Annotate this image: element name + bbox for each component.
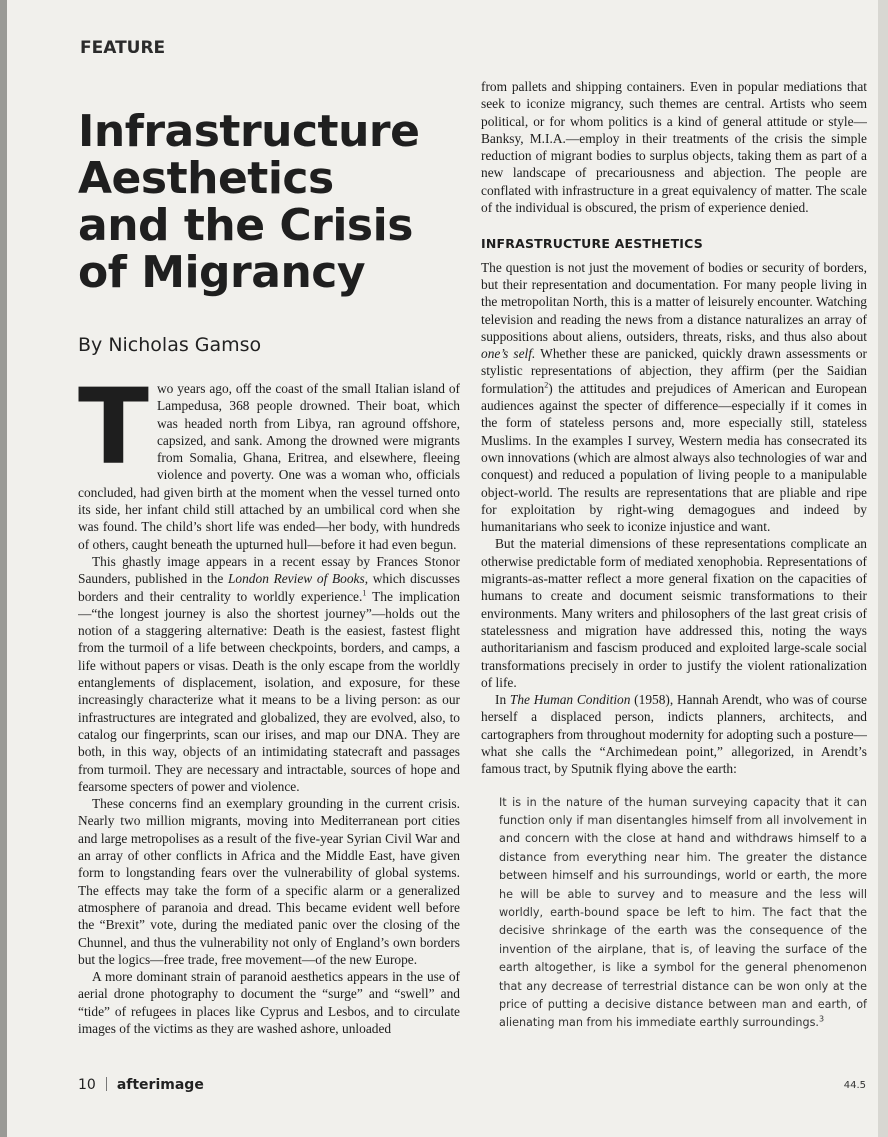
section-subheading: INFRASTRUCTURE AESTHETICS — [481, 236, 703, 252]
drop-cap: T — [78, 380, 149, 488]
paragraph: But the material dimensions of these representations complicate an otherwise predictable form of mediated xenophobia. Representations of migrants-as-matter reflect a more general fixation on the capacities of humans to create and document seismic transformations to their environments. Many writers and philosophers of the last great crisis of statelessness and migration have addressed this, noting the ways authoritarianism and fascism produced and exploited large-scale social transformations precisely in order to justify the violent rationalization of life. — [481, 536, 867, 690]
footnote-marker: 2 — [544, 380, 549, 390]
paragraph: These concerns find an exemplary grounding in the current crisis. Nearly two million migrants, moving into Mediterranean port cities and large metropolises as a result of the five-year Syrian Civil War and an array of other conflicts in Africa and the Middle East, have given form to longstanding fears over the vulnerability of global systems. The effects may take the form of a specific alarm or a generalized atmosphere of paranoia and dread. This became evident well before the “Brexit” vote, during the mediated panic over the closing of the Chunnel, and thus the vulnerability not only of England’s own borders but the logics—free trade, free movement—of the new Europe. — [78, 796, 460, 967]
paragraph-text: (1958), Hannah Arendt, who was of course herself a displaced person, indicts planners, architects, and cartographers from throughout modernity for adopting such a posture—what she calls the “Archimedean point,” allegorized, in Arendt’s famous tract, by Sputnik flying above the earth: — [481, 692, 867, 777]
article-title: Infrastructure Aesthetics and the Crisis of Migrancy — [78, 106, 420, 298]
block-quote — [499, 794, 867, 1033]
left-column — [78, 380, 460, 1060]
page-edge — [878, 0, 888, 1137]
footnote-marker: 1 — [362, 588, 367, 598]
paragraph-text: In — [495, 692, 510, 708]
byline: By Nicholas Gamso — [78, 334, 262, 356]
paragraph-text: This ghastly image appears in a recent essay by Frances Stonor Saunders, published in the — [78, 553, 460, 587]
paragraph — [78, 553, 460, 795]
journal-title: London Review of Books — [227, 571, 365, 587]
paragraph-text: Whether these are panicked, quickly drawn assessments or stylistic representations of abjection, they affirm (per the Saidian formulation — [481, 346, 867, 396]
page-footer — [78, 1077, 204, 1093]
footer-divider — [106, 1077, 107, 1091]
paragraph — [481, 691, 867, 777]
paragraph-text: ) the attitudes and prejudices of American and European audiences against the specter of difference—especially if it comes in the form of stateless persons and, more especially still, stateless Muslims. In the examples I survey, Western media has consecrated its own innovations (which are almost always also technologies of war and conquest) and reduced a population of living people to a manipulable object-world. The results are representations that are pliable and ripe for exploitation by right-wing demagogues and indeed by humanitarians who seek to iconize injustice and want. — [481, 380, 867, 535]
book-title: The Human Condition — [509, 692, 631, 708]
paragraph-text: The question is not just the movement of bodies or security of borders, but their representation and documentation. For many people living in the metropolitan North, this is a matter of leisurely encounter. Watching television and reading the news from a distance naturalizes an array of suppositions about aliens, outsiders, threats, risks, and thus also about — [481, 259, 867, 344]
paragraph — [78, 380, 460, 553]
paragraph — [481, 259, 867, 536]
paragraph-text: The implication—“the longest journey is also the shortest journey”—holds out the notion of a staggering alternative: Death is the easiest, fastest flight from the turmoil of a life between checkpoints, borders, and camps, a life without papers or visas. Death is the only escape from the worldly entanglements of displacement, isolation, and exposure, for these increasingly characterize what it means to be a living person: as our infrastructures are integrated and globalized, they are evolved, also, to catalog our fingerprints, scan our irises, and map our DNA. They are both, in this way, objects of an intimidating statecraft and passages from turmoil. They are necessary and intractable, sources of hope and fearsome specters of power and violence. — [78, 588, 460, 794]
paragraph: from pallets and shipping containers. Even in popular mediations that seek to iconize migrancy, such themes are central. Artists who seem political, or for whom politics is a kind of general attitude or style—Banksy, M.I.A.—employ in their treatments of the crisis the simple reduction of migrant bodies to surplus objects, taking them as part of a new landscape of precariousness and abjection. The people are conflated with infrastructure in a great equivalency of matter. The scale of the individual is obscured, the prism of experience denied. — [481, 79, 867, 216]
magazine-name: afterimage — [116, 1077, 204, 1093]
paragraph: A more dominant strain of paranoid aesthetics appears in the use of aerial drone photography to document the “surge” and “swell” and “tide” of refugees in places like Cyprus and Lesbos, and to circulate images of the victims as they are washed ashore, unloaded — [78, 969, 460, 1036]
right-column — [481, 78, 867, 1068]
footnote-marker: 3 — [819, 1014, 825, 1024]
issue-number: 44.5 — [843, 1080, 866, 1091]
section-label: FEATURE — [80, 38, 166, 58]
page-number: 10 — [78, 1077, 96, 1093]
emphasis-text: one’s self. — [481, 346, 536, 362]
page-gutter-shadow — [0, 0, 7, 1137]
paragraph-text: , which discusses borders and their centrality to worldly experience. — [78, 571, 460, 604]
quote-text: It is in the nature of the human surveying capacity that it can function only if man disentangles himself from all involvement in and concern with the close at hand and withdraws himself to a distance from everything near him. The greater the distance between himself and his surroundings, world or earth, the more he will be able to survey and to measure and the less will worldly, earth-bound space be left to him. The fact that the decisive shrinkage of the earth was the consequence of the invention of the airplane, that is, of leaving the surface of the earth altogether, is like a symbol for the general phenomenon that any decrease of terrestrial distance can be won only at the price of putting a decisive distance between man and earth, of alienating man from his immediate earthly surroundings. — [499, 795, 867, 1030]
paragraph-text: wo years ago, off the coast of the small Italian island of Lampedusa, 368 people drowned. Their boat, which was headed north from Libya, ran aground offshore, capsized, and sank. Among the drowned were migrants from Somalia, Ghana, Eritrea, and elsewhere, fleeing violence and poverty. One was a woman who, officials concluded, had given birth at the moment when the vessel turned onto its side, her infant child still attached by an umbilical cord when she was found. The child’s short life was ended—her body, with hundreds of others, caught beneath the upturned hull—before it had even begun. — [78, 381, 460, 552]
